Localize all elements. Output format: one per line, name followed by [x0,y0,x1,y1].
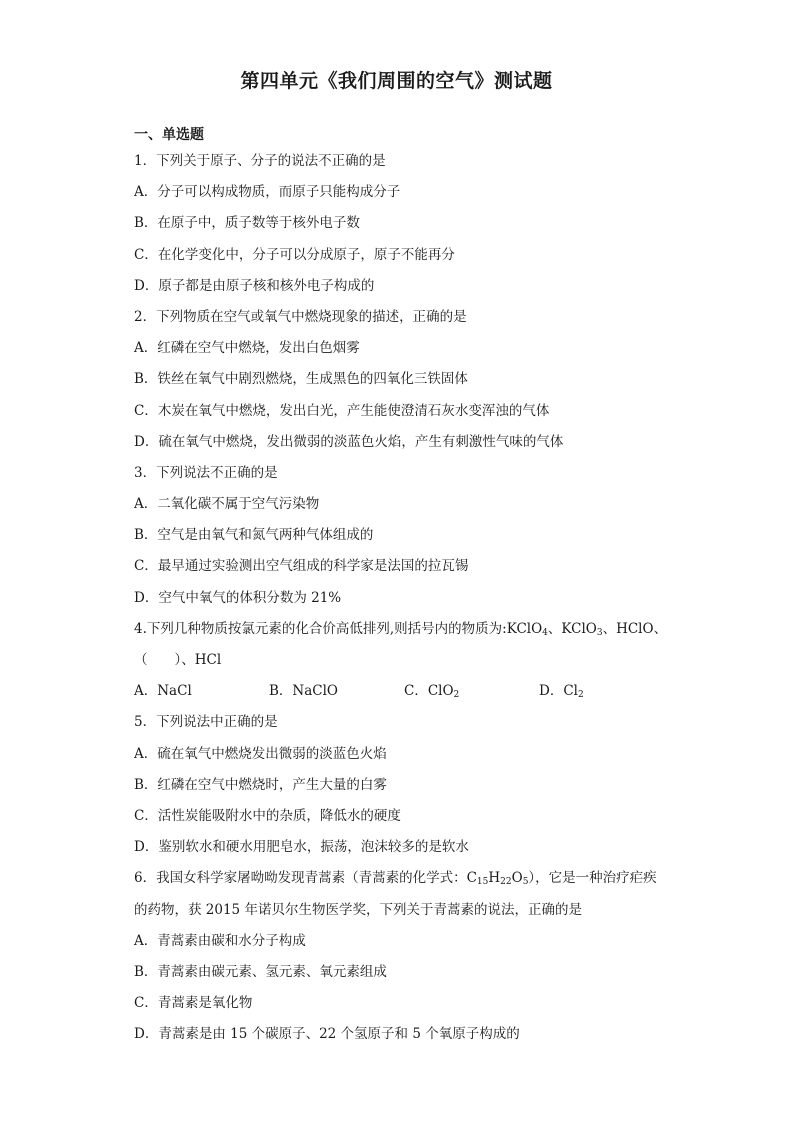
question-5-option-a: A．硫在氧气中燃烧发出微弱的淡蓝色火焰 [134,745,387,762]
question-2-option-d: D．硫在氧气中燃烧，发出微弱的淡蓝色火焰，产生有刺激性气味的气体 [134,433,564,450]
question-3-option-b: B．空气是由氧气和氮气两种气体组成的 [134,527,374,544]
question-6-option-a: A．青蒿素由碳和水分子构成 [134,932,306,949]
question-1-option-a: A．分子可以构成物质，而原子只能构成分子 [134,184,401,201]
question-3-option-c: C．最早通过实验测出空气组成的科学家是法国的拉瓦锡 [134,558,469,575]
question-2-option-c: C．木炭在氧气中燃烧，发出白光，产生能使澄清石灰水变浑浊的气体 [134,402,550,419]
question-5-option-b: B．红磷在空气中燃烧时，产生大量的白雾 [134,776,387,793]
section-heading: 一、单选题 [134,127,204,143]
question-5-option-d: D．鉴别软水和硬水用肥皂水，振荡，泡沫较多的是软水 [134,839,469,856]
question-5-stem: 5．下列说法中正确的是 [134,714,278,731]
question-6-stem-prefix: 6．我国女科学家屠呦呦发现青蒿素（青蒿素的化学式：C [134,870,477,887]
question-6-option-d: D．青蒿素是由 15 个碳原子、22 个氢原子和 5 个氧原子构成的 [134,1026,520,1043]
question-4-option-b: B．NaClO [269,683,338,700]
question-6-stem [134,863,674,894]
question-6-subscript-c: 15 [476,877,489,888]
question-3-option-a: A．二氧化碳不属于空气污染物 [134,496,320,513]
question-6-subscript-o: 5 [522,877,529,888]
question-4-option-d-subscript: 2 [577,690,584,701]
question-5-option-c: C．活性炭能吸附水中的杂质，降低水的硬度 [134,807,401,824]
question-4-option-d [539,676,674,707]
question-3-option-d: D．空气中氧气的体积分数为 21% [134,589,342,606]
question-4-option-c-text: C．ClO [404,683,454,700]
question-4-option-c [404,676,539,707]
document-title: 第四单元《我们周围的空气》测试题 [240,70,553,92]
question-4-stem-line-2: （ ）、HCl [134,652,222,668]
question-1-option-b: B．在原子中，质子数等于核外电子数 [134,215,360,232]
question-2-option-b: B．铁丝在氧气中剧烈燃烧，生成黑色的四氧化三铁固体 [134,371,468,388]
question-4-option-d-text: D．Cl [539,683,578,700]
question-6-formula-h: H [488,870,501,887]
question-4-option-c-subscript: 2 [453,690,460,701]
question-1-stem: 1．下列关于原子、分子的说法不正确的是 [134,153,386,169]
question-list [134,146,674,1050]
question-4-stem-prefix: 4.下列几种物质按氯元素的化合价高低排列,则括号内的物质为:KClO [134,620,543,637]
question-6-stem-line-2: 的药物，获 2015 年诺贝尔生物医学奖，下列关于青蒿素的说法，正确的是 [134,901,582,918]
question-6-stem-suffix: ），它是一种治疗疟疾 [528,870,657,887]
question-4-stem-mid-1: 、KClO [547,620,597,637]
question-4-option-a: A．NaCl [134,683,192,700]
question-6-option-b: B．青蒿素由碳元素、氢元素、氧元素组成 [134,963,387,980]
question-6-option-c: C．青蒿素是氧化物 [134,995,253,1012]
question-4-options [134,676,674,707]
question-6-subscript-h: 22 [500,877,512,888]
question-2-stem: 2．下列物质在空气或氧气中燃烧现象的描述，正确的是 [134,308,467,325]
question-2-option-a: A．红磷在空气中燃烧，发出白色烟雾 [134,340,360,357]
question-4-subscript-1: 4 [542,627,548,638]
question-1-option-c: C．在化学变化中，分子可以分成原子，原子不能再分 [134,246,455,263]
question-4-stem [134,614,674,645]
question-1-option-d: D．原子都是由原子核和核外电子构成的 [134,277,375,294]
question-3-stem: 3．下列说法不正确的是 [134,464,278,481]
question-6-formula-o: O [511,870,523,887]
question-4-subscript-2: 3 [596,627,603,638]
question-4-stem-mid-2: 、HClO、 [602,620,668,637]
